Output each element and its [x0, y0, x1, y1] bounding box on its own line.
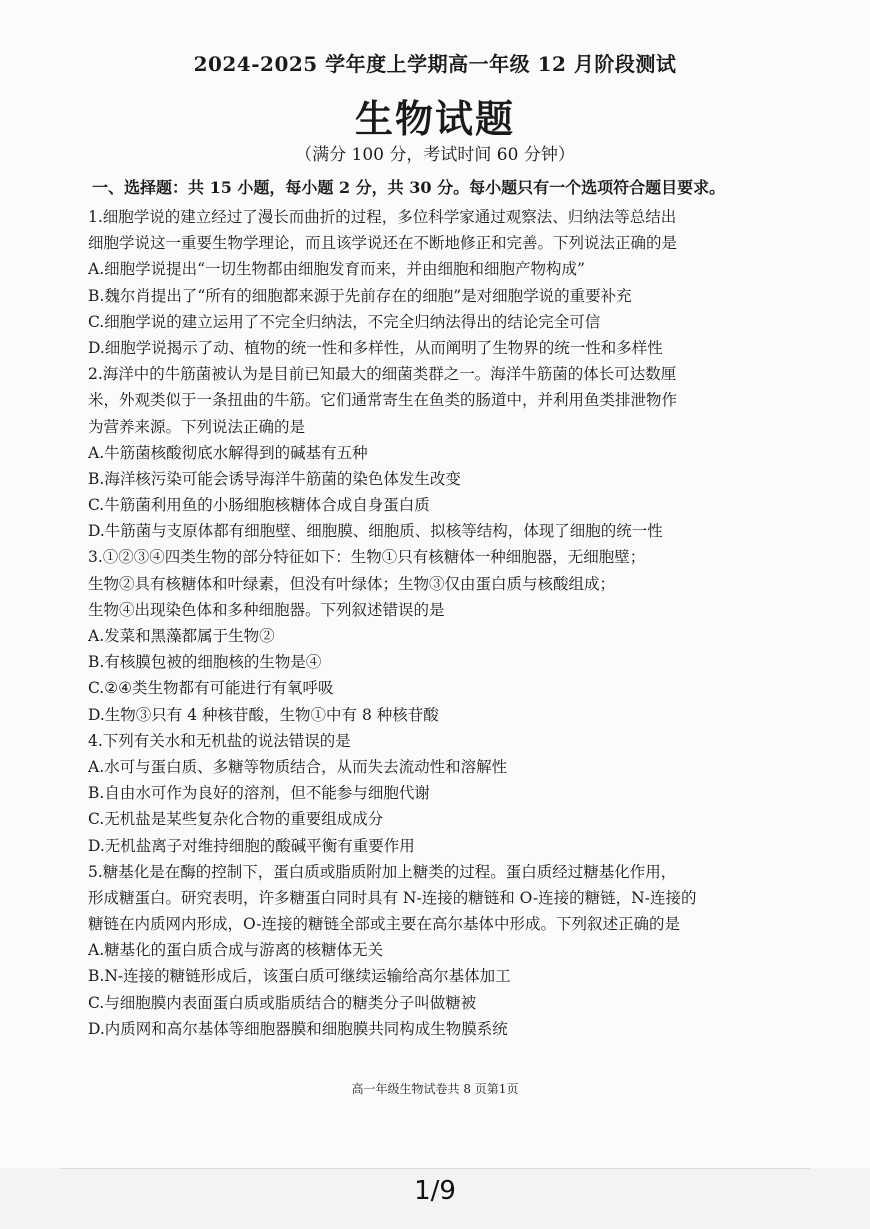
- exam-title: 2024-2025 学年度上学期高一年级 12 月阶段测试: [193, 52, 677, 76]
- question-option: C.与细胞膜内表面蛋白质或脂质结合的糖类分子叫做糖被: [88, 993, 477, 1012]
- question-stem-line: 4.下列有关水和无机盐的说法错误的是: [88, 731, 351, 750]
- question-option: A.糖基化的蛋白质合成与游离的核糖体无关: [88, 941, 384, 960]
- page-indicator: 1/9: [414, 1176, 456, 1206]
- question-option: B.自由水可作为良好的溶剂，但不能参与细胞代谢: [88, 784, 430, 803]
- question-option: D.内质网和高尔基体等细胞器膜和细胞膜共同构成生物膜系统: [88, 1019, 508, 1038]
- section-heading: 一、选择题：共 15 小题，每小题 2 分，共 30 分。每小题只有一个选项符合题目要求。: [92, 178, 726, 197]
- question-option: C.②④类生物都有可能进行有氧呼吸: [88, 679, 334, 698]
- question-option: D.生物③只有 4 种核苷酸，生物①中有 8 种核苷酸: [88, 705, 439, 724]
- question-option: B.海洋核污染可能会诱导海洋牛筋菌的染色体发生改变: [88, 469, 461, 488]
- question-option: B.有核膜包被的细胞核的生物是④: [88, 653, 322, 672]
- question-option: A.发菜和黑藻都属于生物②: [88, 627, 275, 645]
- question-4: [88, 728, 778, 859]
- question-option: A.细胞学说提出“一切生物都由细胞发育而来，并由细胞和细胞产物构成”: [88, 260, 585, 279]
- page-footer: 高一年级生物试卷共 8 页第1页: [351, 1082, 519, 1096]
- question-1: [88, 204, 778, 361]
- question-5: [88, 859, 778, 1042]
- question-stem-line: 3.①②③④四类生物的部分特征如下：生物①只有核糖体一种细胞器，无细胞壁；: [88, 548, 646, 567]
- question-option: C.牛筋菌利用鱼的小肠细胞核糖体合成自身蛋白质: [88, 496, 430, 515]
- question-stem-line: 生物④出现染色体和多种细胞器。下列叙述错误的是: [88, 600, 445, 619]
- question-stem-line: 生物②具有核糖体和叶绿素，但没有叶绿体；生物③仅由蛋白质与核酸组成；: [88, 574, 616, 593]
- page-separator: [60, 1168, 810, 1169]
- question-option: B.N-连接的糖链形成后，该蛋白质可继续运输给高尔基体加工: [88, 967, 511, 986]
- subject-title: 生物试题: [354, 96, 515, 141]
- question-stem-line: 形成糖蛋白。研究表明，许多糖蛋白同时具有 N-连接的糖链和 O-连接的糖链，N-连接的: [88, 888, 697, 907]
- question-option: D.细胞学说揭示了动、植物的统一性和多样性，从而阐明了生物界的统一性和多样性: [88, 338, 663, 357]
- question-stem-line: 2.海洋中的牛筋菌被认为是目前已知最大的细菌类群之一。海洋牛筋菌的体长可达数厘: [88, 365, 677, 384]
- question-stem-line: 细胞学说这一重要生物学理论，而且该学说还在不断地修正和完善。下列说法正确的是: [88, 234, 678, 253]
- question-stem-line: 为营养来源。下列说法正确的是: [88, 417, 306, 436]
- question-option: B.魏尔肖提出了“所有的细胞都来源于先前存在的细胞”是对细胞学说的重要补充: [88, 286, 632, 305]
- question-stem-line: 1.细胞学说的建立经过了漫长而曲折的过程，多位科学家通过观察法、归纳法等总结出: [88, 208, 677, 226]
- question-stem-line: 糖链在内质网内形成，O-连接的糖链全部或主要在高尔基体中形成。下列叙述正确的是: [88, 915, 681, 934]
- score-note: （满分 100 分，考试时间 60 分钟）: [295, 145, 575, 165]
- question-option: D.牛筋菌与支原体都有细胞壁、细胞膜、细胞质、拟核等结构，体现了细胞的统一性: [88, 522, 663, 541]
- question-stem-line: 5.糖基化是在酶的控制下，蛋白质或脂质附加上糖类的过程。蛋白质经过糖基化作用，: [88, 862, 677, 881]
- question-option: C.细胞学说的建立运用了不完全归纳法，不完全归纳法得出的结论完全可信: [88, 312, 601, 331]
- question-option: D.无机盐离子对维持细胞的酸碱平衡有重要作用: [88, 836, 415, 855]
- question-2: [88, 361, 778, 544]
- question-list: [88, 204, 778, 1042]
- question-stem-line: 米，外观类似于一条扭曲的牛筋。它们通常寄生在鱼类的肠道中，并利用鱼类排泄物作: [88, 391, 678, 410]
- question-3: [88, 544, 778, 727]
- question-option: A.牛筋菌核酸彻底水解得到的碱基有五种: [88, 443, 368, 462]
- question-option: C.无机盐是某些复杂化合物的重要组成成分: [88, 810, 384, 829]
- question-option: A.水可与蛋白质、多糖等物质结合，从而失去流动性和溶解性: [88, 757, 508, 776]
